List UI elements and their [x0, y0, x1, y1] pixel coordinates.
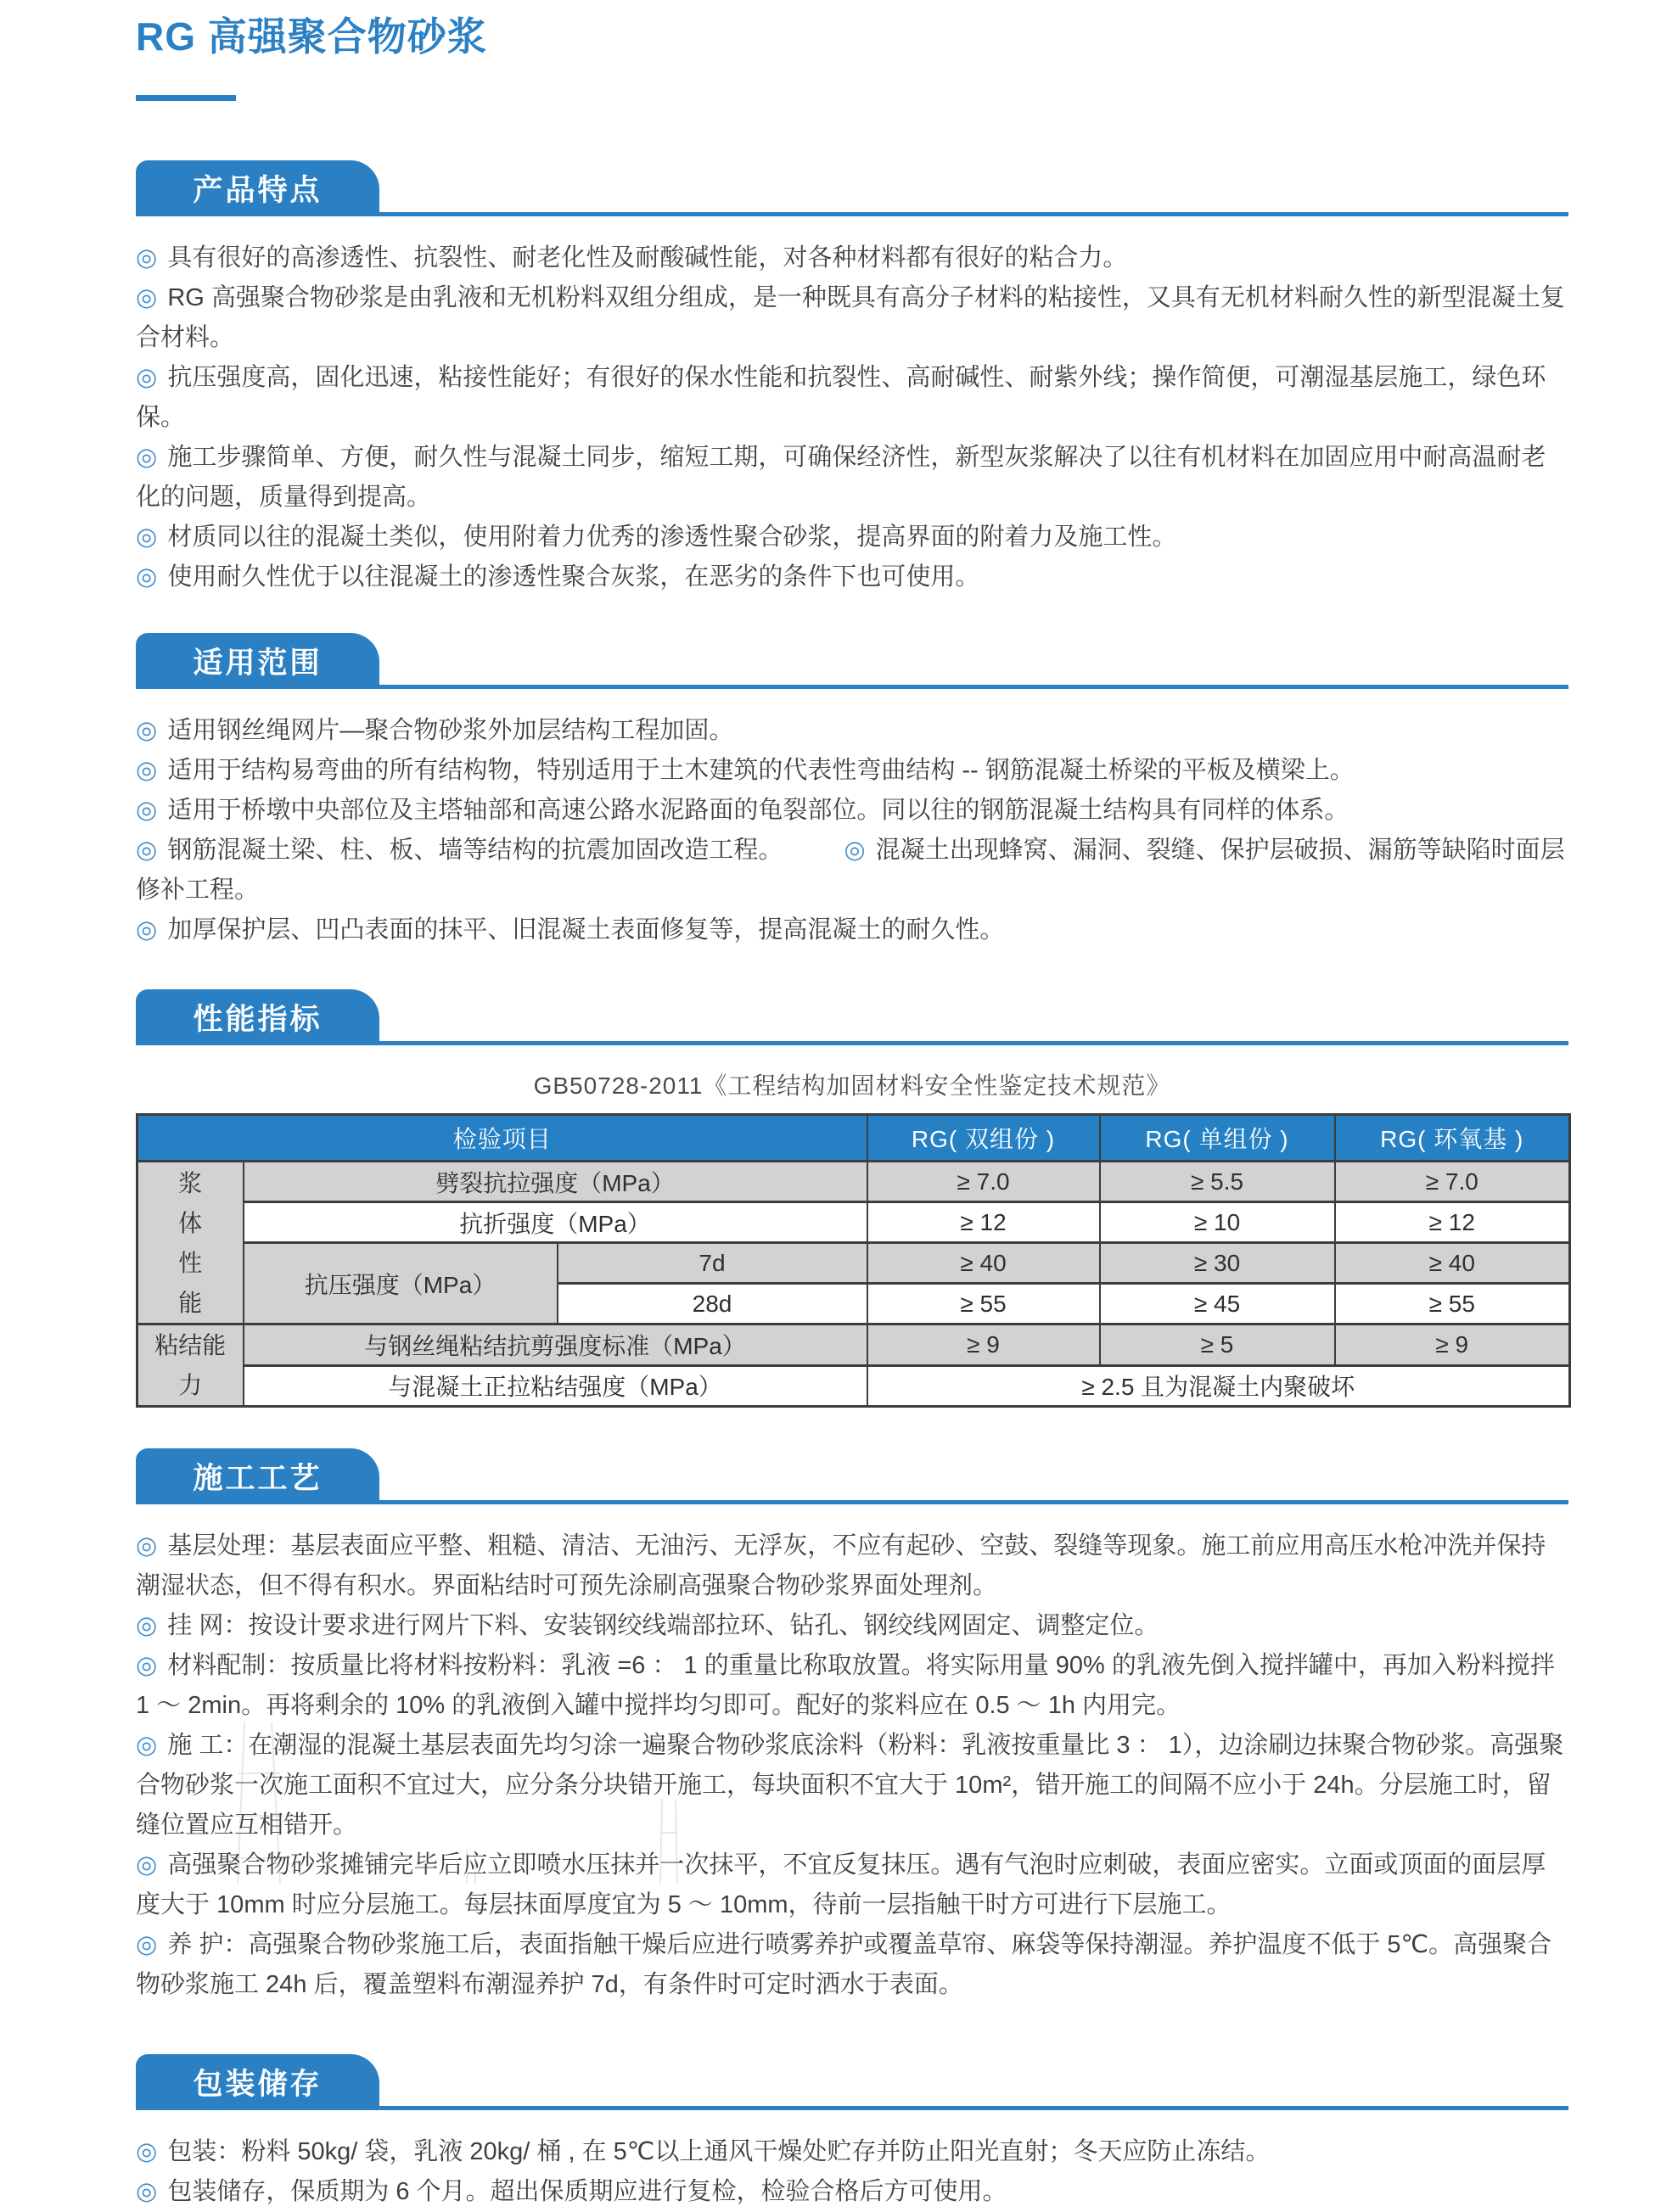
spec-table-caption: GB50728-2011《工程结构加固材料安全性鉴定技术规范》	[533, 1072, 1171, 1099]
section-header-packaging	[136, 2051, 1568, 2110]
bullet-icon: ◎	[136, 1652, 158, 1679]
bullet-text: 适用于结构易弯曲的所有结构物，特别适用于土木建筑的代表性弯曲结构 -- 钢筋混凝土桥梁的平板及横梁上。	[167, 757, 1355, 784]
cell-name: 抗折强度（MPa）	[244, 1202, 867, 1243]
cell-value: ≥ 7.0	[867, 1162, 1100, 1202]
bullet-icon: ◎	[136, 1732, 158, 1759]
cell-value: ≥ 9	[867, 1324, 1100, 1366]
cell-value: ≥ 40	[867, 1243, 1100, 1284]
bullet-item	[136, 751, 1568, 791]
cell-sub-age: 7d	[558, 1243, 867, 1284]
cell-name: 劈裂抗拉强度（MPa）	[244, 1162, 867, 1202]
page-title: RG 高强聚合物砂浆	[136, 14, 487, 59]
bullet-icon: ◎	[136, 837, 158, 864]
bullet-icon: ◎	[136, 2138, 158, 2165]
bullet-text: 包装储存，保质期为 6 个月。超出保质期应进行复检，检验合格后方可使用。	[167, 2178, 1007, 2205]
header-cell-rg-dual: RG( 双组份 )	[867, 1115, 1100, 1162]
section-badge-scope: 适用范围	[136, 633, 379, 689]
cell-value: ≥ 10	[1100, 1202, 1335, 1243]
bullet-text: 施 工：在潮湿的混凝土基层表面先均匀涂一遍聚合物砂浆底涂料（粉料：乳液按重量比 3 ： 1），边涂刷边抹聚合物砂浆。高强聚合物砂浆一次施工面积不宜过大，应分条分块错开施工，每块面积不宜大于 10m²，错开施工的间隔不应小于 24h。分层施工时，留缝位置应互相错开。	[136, 1732, 1564, 1839]
bullet-item	[136, 358, 1568, 438]
bullet-item	[136, 1646, 1568, 1726]
bullet-icon: ◎	[136, 524, 158, 551]
section-header-features	[136, 157, 1568, 216]
bullet-item	[136, 238, 1568, 278]
bullet-item	[136, 791, 1568, 831]
table-row	[137, 1365, 1570, 1407]
cell-value: ≥ 9	[1335, 1324, 1570, 1366]
bullet-icon: ◎	[136, 717, 158, 744]
bullet-text: 使用耐久性优于以往混凝土的渗透性聚合灰浆，在恶劣的条件下也可使用。	[167, 563, 980, 591]
header-cell-rg-single: RG( 单组份 )	[1100, 1115, 1335, 1162]
section-header-performance	[136, 986, 1568, 1045]
cell-value: ≥ 7.0	[1335, 1162, 1570, 1202]
section-badge-packaging: 包装储存	[136, 2054, 379, 2110]
bullet-icon: ◎	[844, 837, 866, 864]
bullet-item	[136, 557, 1568, 597]
bullet-icon: ◎	[136, 284, 158, 311]
cell-value: ≥ 55	[867, 1284, 1100, 1324]
bullet-item	[136, 711, 1568, 751]
bullet-text: 基层处理：基层表面应平整、粗糙、清洁、无油污、无浮灰，不应有起砂、空鼓、裂缝等现象。施工前应用高压水枪冲洗并保持潮湿状态，但不得有积水。界面粘结时可预先涂刷高强聚合物砂浆界面处理剂。	[136, 1532, 1546, 1599]
bullet-item	[136, 1526, 1568, 1606]
bullet-text: RG 高强聚合物砂浆是由乳液和无机粉料双组分组成，是一种既具有高分子材料的粘接性，又具有无机材料耐久性的新型混凝土复合材料。	[136, 284, 1565, 351]
bullet-item	[136, 278, 1568, 358]
bullet-text: 施工步骤简单、方便，耐久性与混凝土同步，缩短工期，可确保经济性，新型灰浆解决了以往有机材料在加固应用中耐高温耐老化的问题，质量得到提高。	[136, 444, 1546, 511]
bullet-text: 挂 网：按设计要求进行网片下料、安装钢绞线端部拉环、钻孔、钢绞线网固定、调整定位。	[167, 1612, 1159, 1639]
section-badge-performance: 性能指标	[136, 989, 379, 1045]
row-group-label: 粘结能力	[154, 1332, 227, 1398]
cell-value: ≥ 55	[1335, 1284, 1570, 1324]
section-header-process	[136, 1445, 1568, 1504]
bullet-text: 养 护：高强聚合物砂浆施工后，表面指触干燥后应进行喷雾养护或覆盖草帘、麻袋等保持潮湿。养护温度不低于 5℃。高强聚合物砂浆施工 24h 后，覆盖塑料布潮湿养护 7d，有条件时可定时洒水于表面。	[136, 1931, 1552, 1998]
spec-table-header-row	[137, 1115, 1570, 1162]
bullet-item	[136, 2132, 1568, 2172]
cell-name: 与钢丝绳粘结抗剪强度标准（MPa）	[244, 1324, 867, 1366]
cell-value: ≥ 40	[1335, 1243, 1570, 1284]
section-badge-process: 施工工艺	[136, 1448, 379, 1504]
bullet-icon: ◎	[136, 244, 158, 272]
cell-value: ≥ 30	[1100, 1243, 1335, 1284]
bullet-item	[136, 1845, 1568, 1925]
bullet-icon: ◎	[136, 797, 158, 824]
table-row	[137, 1324, 1570, 1366]
bullet-text: 加厚保护层、凹凸表面的抹平、旧混凝土表面修复等，提高混凝土的耐久性。	[167, 916, 1005, 944]
cell-value: ≥ 45	[1100, 1284, 1335, 1324]
bullet-text: 具有很好的高渗透性、抗裂性、耐老化性及耐酸碱性能，对各种材料都有很好的粘合力。	[167, 244, 1128, 272]
cell-value: ≥ 5.5	[1100, 1162, 1335, 1202]
bullet-item	[136, 1726, 1568, 1845]
title-underline	[136, 95, 236, 101]
bullet-text: 混凝土出现蜂窝、漏洞、裂缝、保护层破损、漏筋等缺陷时面层修补工程。	[136, 837, 1565, 904]
bullet-icon: ◎	[136, 1931, 158, 1958]
section-header-scope	[136, 630, 1568, 689]
bullet-text: 材料配制：按质量比将材料按粉料：乳液 =6 ： 1 的重量比称取放置。将实际用量 90% 的乳液先倒入搅拌罐中，再加入粉料搅拌 1 ～ 2min。再将剩余的 10% 的乳液倒入罐中搅拌均匀即可。配好的浆料应在 0.5 ～ 1h 内用完。	[136, 1652, 1555, 1719]
bullet-icon: ◎	[136, 364, 158, 391]
bullet-icon: ◎	[136, 563, 158, 591]
process-list	[136, 1526, 1568, 2005]
bullet-icon: ◎	[136, 2178, 158, 2205]
table-row	[137, 1202, 1570, 1243]
bullet-icon: ◎	[136, 1532, 158, 1560]
cell-sub-age: 28d	[558, 1284, 867, 1324]
cell-value: ≥ 12	[1335, 1202, 1570, 1243]
spec-table	[136, 1113, 1571, 1408]
bullet-item	[136, 438, 1568, 518]
bullet-text: 适用钢丝绳网片—聚合物砂浆外加层结构工程加固。	[167, 717, 734, 744]
bullet-text: 高强聚合物砂浆摊铺完毕后应立即喷水压抹并一次抹平，不宜反复抹压。遇有气泡时应刺破，表面应密实。立面或顶面的面层厚度大于 10mm 时应分层施工。每层抹面厚度宜为 5 ～ 10mm，待前一层指触干时方可进行下层施工。	[136, 1851, 1546, 1918]
row-group-bonding	[137, 1324, 244, 1407]
section-badge-features: 产品特点	[136, 160, 379, 216]
cell-name: 与混凝土正拉粘结强度（MPa）	[244, 1365, 867, 1407]
bullet-text: 钢筋混凝土梁、柱、板、墙等结构的抗震加固改造工程。	[167, 837, 783, 864]
bullet-text: 包装：粉料 50kg/ 袋，乳液 20kg/ 桶 , 在 5℃以上通风干燥处贮存并防止阳光直射；冬天应防止冻结。	[167, 2138, 1271, 2165]
header-cell-rg-epoxy: RG( 环氧基 )	[1335, 1115, 1570, 1162]
bullet-item	[136, 1606, 1568, 1646]
bullet-icon: ◎	[136, 1851, 158, 1879]
bullet-text: 适用于桥墩中央部位及主塔轴部和高速公路水泥路面的龟裂部位。同以往的钢筋混凝土结构具有同样的体系。	[167, 797, 1349, 824]
features-list	[136, 238, 1568, 597]
bullet-item	[136, 518, 1568, 557]
bullet-icon: ◎	[136, 916, 158, 944]
cell-value: ≥ 5	[1100, 1324, 1335, 1366]
table-row	[137, 1243, 1570, 1284]
cell-name-compressive: 抗压强度（MPa）	[244, 1243, 558, 1324]
row-group-label: 浆体性能	[178, 1169, 203, 1316]
cell-value-span: ≥ 2.5 且为混凝土内聚破坏	[867, 1365, 1570, 1407]
bullet-icon: ◎	[136, 1612, 158, 1639]
bullet-item	[136, 2172, 1568, 2212]
bullet-item-double	[136, 831, 1568, 910]
bullet-item	[136, 1925, 1568, 2005]
row-group-slurry	[137, 1162, 244, 1324]
packaging-list	[136, 2132, 1568, 2212]
cell-value: ≥ 12	[867, 1202, 1100, 1243]
bullet-item	[136, 910, 1568, 950]
bullet-icon: ◎	[136, 757, 158, 784]
bullet-text: 抗压强度高，固化迅速，粘接性能好；有很好的保水性能和抗裂性、高耐碱性、耐紫外线；操作简便，可潮湿基层施工，绿色环保。	[136, 364, 1546, 431]
table-row	[137, 1162, 1570, 1202]
bullet-text: 材质同以往的混凝土类似，使用附着力优秀的渗透性聚合砂浆，提高界面的附着力及施工性。	[167, 524, 1177, 551]
bullet-icon: ◎	[136, 444, 158, 471]
header-cell-item: 检验项目	[137, 1115, 867, 1162]
scope-list	[136, 711, 1568, 950]
